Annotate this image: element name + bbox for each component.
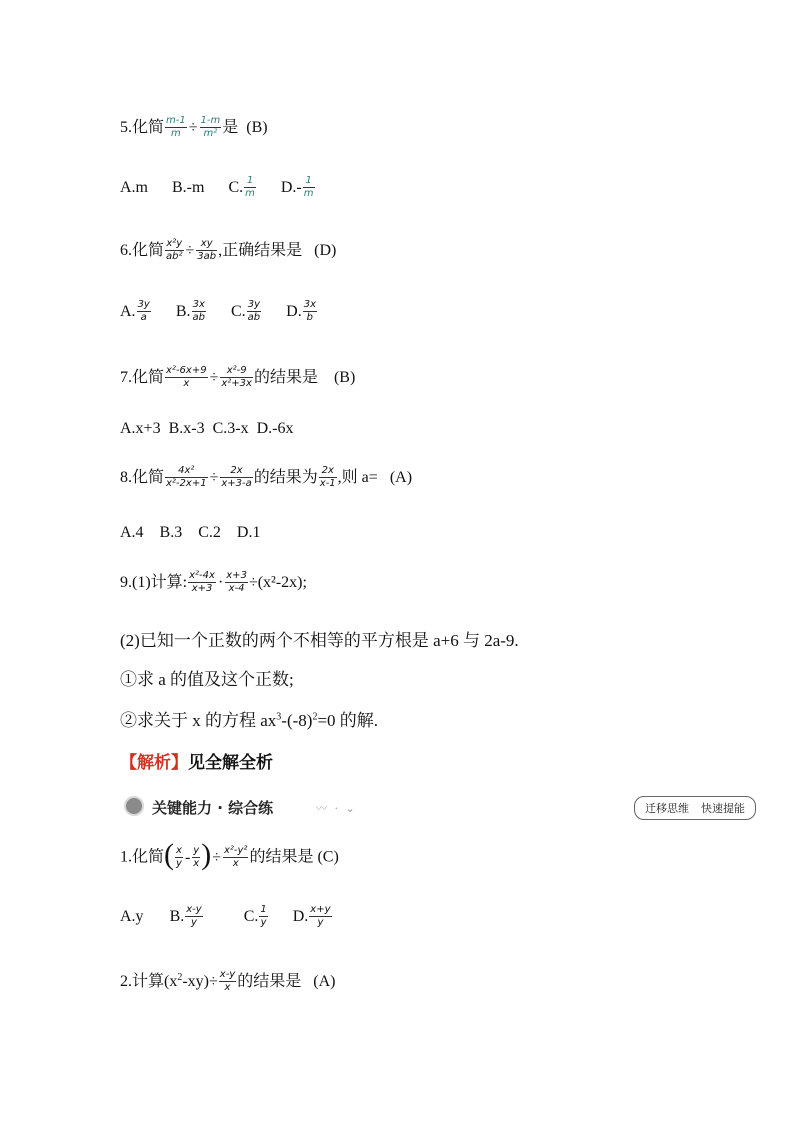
option-a: A. $\frac{3y}{a}$ <box>120 299 150 323</box>
q6-options <box>120 300 338 325</box>
option-d: D. $\frac{3x}{b}$ <box>286 299 316 323</box>
fraction: $\frac{x+3}{x-4}$ <box>226 570 247 594</box>
option-a: A.y <box>120 908 144 926</box>
option-c: C. $\frac{3y}{ab}$ <box>231 299 261 323</box>
fraction: $\frac{xy}{3ab}$ <box>197 238 217 262</box>
fraction: $\frac{\text{x²y}}{\text{ab²}}$ <box>166 238 183 262</box>
analysis-line: 【解析】见全解全析 <box>120 753 273 773</box>
fraction: $\frac{2x}{x+3-a}$ <box>221 465 252 489</box>
answer: (D) <box>314 242 337 260</box>
question-9-item-2: ②求关于 x 的方程 $ax^3-(-8)^2=0$ 的解. <box>120 711 379 730</box>
q7-options: A.x+3 B.x-3 C.3-x D.-6x <box>120 420 294 437</box>
question-7: 7.化简 $\frac{\text{x²-6x+9}}{x}$ ÷ $\frac{\text{x²-9}}{\text{x²+3x}}$ 的结果是 (B) <box>120 365 356 389</box>
fraction: $\frac{\text{x²-9}}{\text{x²+3x}}$ <box>221 365 252 389</box>
question-8: 8.化简 $\frac{\text{4x²}}{\text{x²-2x+1}}$ ÷ $\frac{2x}{x+3-a}$ 的结果为 $\frac{2x}{x-1}$ ,则 a= (A) <box>120 465 413 489</box>
wave-decoration-icon: 〰 · ⌄ <box>316 802 357 815</box>
option-d: D. $\frac{x+y}{y}$ <box>292 904 331 928</box>
q8-options: A.4 B.3 C.2 D.1 <box>120 524 261 541</box>
fraction: $\frac{\text{x²-4x}}{x+3}$ <box>189 570 215 594</box>
section-tag: 迁移思维 快速提能 <box>634 796 756 820</box>
option-c: C. $\frac{1}{m}$ <box>228 175 255 199</box>
option-a: A.m <box>120 179 148 197</box>
book-icon <box>124 796 144 816</box>
fraction: $\frac{m-1}{m}$ <box>166 115 186 139</box>
fraction: $\frac{y}{x}$ <box>193 844 200 869</box>
answer: (C) <box>317 848 339 866</box>
fraction: $\frac{\text{4x²}}{\text{x²-2x+1}}$ <box>166 465 207 489</box>
key-question-2: 2.计算$(x^2-xy)\div$ $\frac{x-y}{x}$ 的结果是 (A) <box>120 969 336 993</box>
answer: (A) <box>313 973 336 991</box>
option-b: B. $\frac{3x}{ab}$ <box>175 299 205 323</box>
option-b: B.-m <box>172 179 205 197</box>
question-5: 5.化简 $\frac{m-1}{m}$ ÷ $\frac{1-m}{\text{m²}}$ 是 (B) <box>120 115 268 139</box>
question-9-part-2: (2)已知一个正数的两个不相等的平方根是 a+6 与 2a-9. <box>120 631 519 650</box>
fraction: $\frac{\text{x²-6x+9}}{x}$ <box>166 365 207 389</box>
fraction: $\frac{1-m}{\text{m²}}$ <box>200 115 221 139</box>
question-6: 6.化简 $\frac{\text{x²y}}{\text{ab²}}$ ÷ $\frac{xy}{3ab}$ ,正确结果是 (D) <box>120 238 337 262</box>
option-d: D.- $\frac{1}{m}$ <box>280 175 314 199</box>
fraction: $\frac{\text{x²-y²}}{x}$ <box>223 844 248 869</box>
section-header <box>120 794 760 820</box>
key-question-1: 1.化简( $\frac{x}{y}$ - $\frac{y}{x}$ )÷ $\frac{\text{x²-y²}}{x}$ 的结果是 (C) <box>120 838 339 871</box>
analysis-tag: 【解析】 <box>120 753 188 773</box>
q5-prefix: 5.化简 <box>120 119 165 137</box>
answer: (B) <box>333 369 356 387</box>
fraction: $\frac{x-y}{x}$ <box>219 969 236 993</box>
question-9-item-1: ①求 a 的值及这个正数; <box>120 670 294 689</box>
answer: (B) <box>246 119 268 137</box>
section-title: 关键能力 · 综合练 <box>152 799 274 817</box>
k1-options <box>120 905 353 930</box>
fraction: $\frac{x}{y}$ <box>176 844 182 869</box>
question-9-part-1: 9.(1)计算: $\frac{\text{x²-4x}}{x+3}$ · $\frac{x+3}{x-4}$ ÷(x²-2x); <box>120 570 307 594</box>
option-b: B. $\frac{x-y}{y}$ <box>169 904 202 928</box>
q5-options <box>120 176 336 201</box>
option-c: C. $\frac{1}{y}$ <box>243 904 267 928</box>
fraction: $\frac{2x}{x-1}$ <box>319 465 336 489</box>
answer: (A) <box>389 469 413 487</box>
